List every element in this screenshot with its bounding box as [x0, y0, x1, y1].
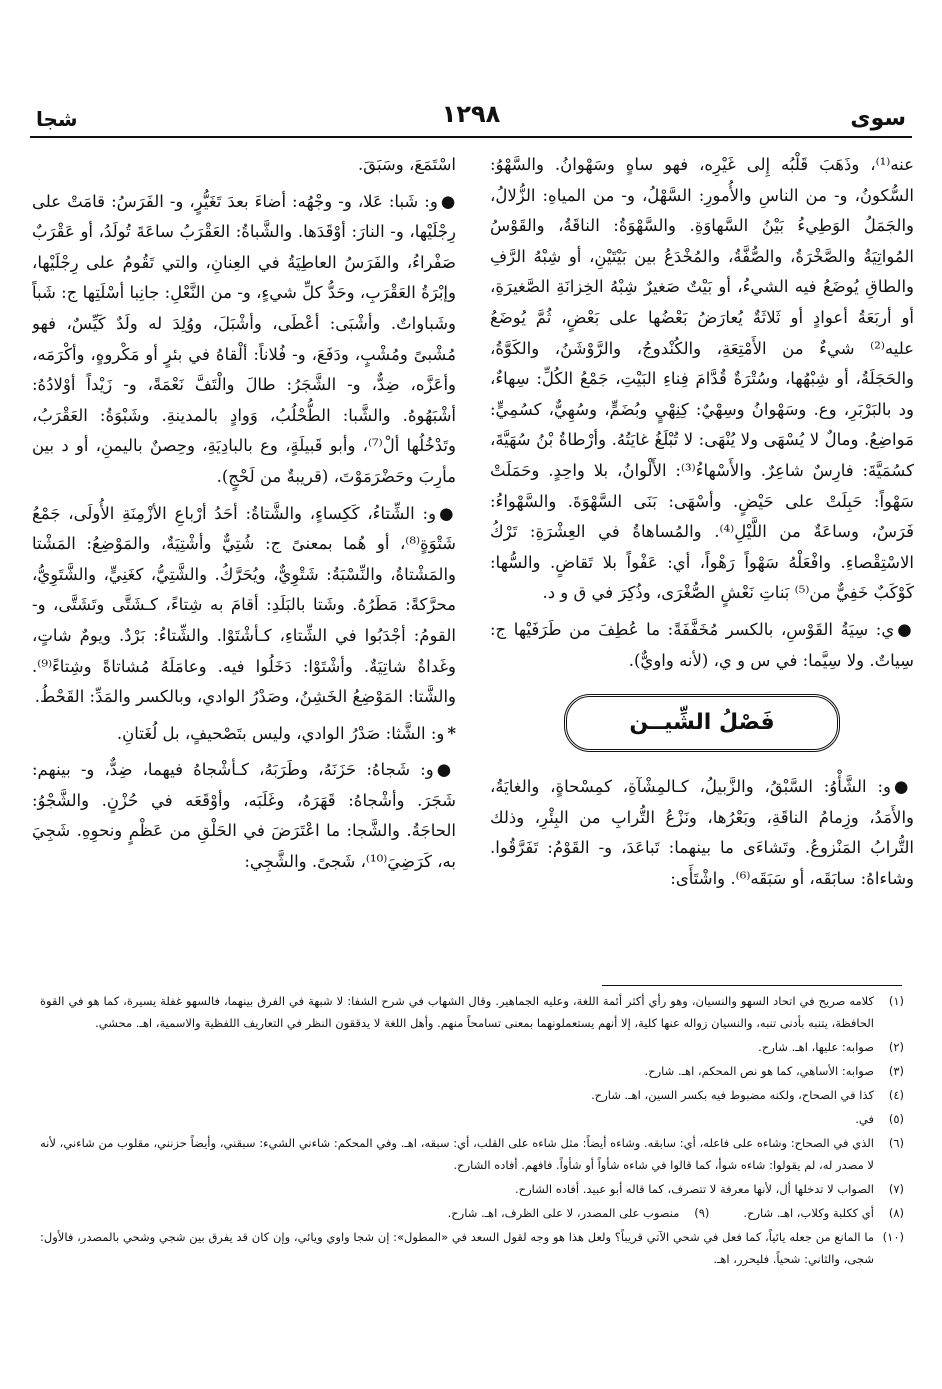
- footnote-8: (٨) أي ككلبة وكلاب، اهـ. شارح.: [743, 1206, 904, 1220]
- entry-star: *: [447, 723, 456, 743]
- page-header: [30, 96, 912, 138]
- footnote-7: (٧) الصواب لا تدخلها أل، لأنها معرفة لا تتصرف، كما قاله أبو عبيد. أفاده الشارح.: [515, 1182, 904, 1196]
- entry-bullet: ●: [436, 760, 456, 780]
- entry-shatha: [32, 719, 456, 750]
- footnote-3: (٣) صوابه: الأساهي، كما هو نص المحكم، اهـ. شارح.: [644, 1064, 904, 1078]
- entry-shita: [32, 499, 456, 713]
- entry-sha-w-text: و: الشَّأْوُ: السَّبْقُ، والزَّبيلُ، كـالمِشْآةِ، كمِسْحاةٍ، والغايَةُ، والأَمَدُ، وزِمامُ الناقَةِ، وبَعْرُها، ونَزْعُ التُّرابِ من البِئْرِ، وذلك التُّرابُ المَنْزوعُ. وتَشاءَى ما بينهما: تَباعَدَ، و- القَوْمُ: تَفَرَّقُوا. وشاءاهُ: سابَقَه، أو سَبَقَه⁽⁶⁾. واشْتَأَى:: [490, 777, 914, 888]
- entry-continuation: اسْتَمَعَ، وسَبَقَ.: [357, 155, 456, 174]
- header-next-word: شجا: [36, 107, 78, 131]
- entry-sahw: عنه⁽¹⁾، وذَهَبَ قَلْبُه إِلى غَيْرِه، فهو ساهٍ وسَهْوانُ. والسَّهْوُ: السُّكونُ، و- من الناسِ والأُمورِ: السَّهْلُ، و- من المياهِ: الزُّلالُ، والجَمَلُ الوَطِيءُ بَيْنُ السَّهاوَةِ. والسَّهْوَةُ: الناقَةُ، والقَوْسُ المُواتِيَةُ والصَّخْرَةُ، والصُّفَّةُ، والمُخْدَعُ بين بَيْتَيْنِ، أو شِبْهُ الرَّفِ والطاقِ يُوضَعُ فيه الشيءُ، أو بَيْتٌ صَغيرٌ شِبْهُ الخِزانَةِ الصَّغيرَةِ، أو أربَعَةُ أعوادٍ أو ثَلاثَةٌ يُعارَضُ بَعْضُها على بَعْضٍ، ثُمَّ يُوضَعُ عليه⁽²⁾ شيءٌ من الأَمْتِعَةِ، والكُنْدوجُ، والرَّوْشَنُ، والكَوَّةُ، والحَجَلَةُ، أو شِبْهُها، وسُتْرَةٌ قُدَّامَ فِناءِ البَيْتِ، جَمْعُ الكُلِّ: سِهاءٌ، ود بالبَرْبَرِ، وع. وسَهْوانُ وسِهْيٌ: كِنِهْيٍ وبُضَمٍّ، وسُهِيٌّ، كسُمِيٍّ: مَواضِعُ. ومالٌ لا يُسْهَى ولا يُنْهَى: لا تُبْلَغُ غايَتُهُ. وأرْطاةُ بْنُ سُهَيَّةَ، كسُمَيَّةَ: فارِسٌ شاعِرٌ. والأَسْهاءُ⁽³⁾: الأَلْوانُ، بلا واحِدٍ. وحَمَلَتْ سَهْواً: حَبِلَتْ على حَيْضٍ. وأسْهَى: بَنَى السَّهْوَةَ. والسَّهْواءُ: فَرَسٌ، وساعَةٌ من اللَّيْلِ⁽⁴⁾. والمُساهاةُ في العِشْرَةِ: تَرْكُ الاسْتِقْصاءِ. وافْعَلْهُ سَهْواً رَهْواً، أي: عَفْواً بلا تَقاضٍ. والسُّها: كَوْكَبٌ خَفِيٌّ من⁽⁵⁾ بَناتِ نَعْشٍ الصُّغْرَى، وذُكِرَ في ق و د.: [490, 155, 914, 603]
- footnote-6: (٦) الذي في الصحاح: وشاءه على فاعله، أي: سابقه. وشاءه أيضاً: مثل شاءه على القلب، أي: سبقه، اهـ. وفي المحكم: شاءني الشيء: سبقني، وأيضاً حزنني، مقلوب من شاءني، لأنه لا مصدر له، لم يقولوا: شاءه شوأ، كما قالوا في شاءه شأواً أو شأواً. فافهم. أفاده الشارح.: [40, 1136, 904, 1172]
- right-column: [490, 150, 914, 965]
- footnote-1: (١) كلامه صريح في اتحاد السهو والنسيان، وهو رأي أكثر أئمة اللغة، وعليه الجماهير. وقال الشهاب في شرح الشفا: لا شبهة في الفرق بينهما، فالسهو غفلة يسيرة، كما هو في القوة الحافظة، يتنبه بأدنى تنبه، والنسيان زواله عنها كلية، إلا أنهم يستعملونهما بمعنى تسامحاً منهم. وأهل اللغة لا يدققون النظر في التعاريف اللفظية والاسمية، اهـ. محشي.: [40, 994, 904, 1030]
- entry-bullet: ●: [439, 503, 456, 523]
- entry-shita-text: و: الشِّتاءُ، كَكِساءٍ، والشَّتاةُ: أحَدُ أرْباعِ الأزْمِنَةِ الأُولَى، جَمْعُ شَتْوَةٍ⁽⁸⁾، أو هُما بمعنىً ج: شُتِيٌّ وأشْتِيَةٌ، والمَوْضِعُ: المَشْتا والمَشْتاةُ، والنِّسْبَةُ: شَتْوِيٌّ، ويُحَرَّكُ. والشَّتِيُّ، كغَنِيٍّ، والشَّتَوِيُّ، محرَّكةً: مَطَرُهُ. وشَتا بالبَلَدِ: أقامَ به شِتاءً، كـشَتَّى وتَشَتَّى، و- القومُ: أجْدَبُوا في الشِّتاءِ، كـأشْتَوْا. والشِّتاءُ: بَرْدٌ. ويومٌ شاتٍ، وغَداةٌ شاتِيَةٌ. وأشْتَوْا: دَخَلُوا فيه. وعامَلَهُ مُشاتاةً وشِتاءً⁽⁹⁾. والشَّتا: المَوْضِعُ الخَشِنُ، وصَدْرُ الوادي، وبالكسر والمَدِّ: القَحْطُ.: [32, 503, 456, 707]
- left-column: [32, 150, 456, 965]
- entry-bullet: ●: [440, 191, 456, 211]
- footnote-10: (١٠) ما المانع من جعله يائياً، كما فعل في شحي الآتي قريباً؟ ولعل هذا هو وجه لقول السعد في «المطول»: إن شجا واوي ويائي، وإن كان قد يفرق بين شجي وشحي بالمصدر، فالأول: شجى، والثاني: شحياً. فليحرر، اهـ.: [40, 1230, 904, 1266]
- entry-shaba-text: و: شَبا: عَلا، و- وجْهُه: أضاءَ بعدَ تَغَيُّرٍ، و- الفَرَسُ: قامَتْ على رِجْلَيْها، و- النارَ: أوْقَدَها. والشَّباةُ: العَقْرَبُ ساعَةَ تُولَدُ، أو عَقْرَبٌ صَفْراءُ، والفَرَسُ العاطِيَةُ في العِنانِ، والتي تَقُومُ على رِجْلَيْها، وإبْرَةُ العَقْرَبِ، وحَدُّ كلِّ شيءٍ، و- من النَّعْلِ: جانِبا أسْلَتِها ج: شَباً وشَباواتٌ. وأشْبَى: أعْطَى، وأشْبَلَ، ووُلِدَ له ولَدٌ كَيِّسٌ، فهو مُشْبىً ومُشْبٍ، ودَفَعَ، و- فُلاناً: ألْقاهُ في بئرٍ أو مَكْروهٍ، وأكْرَمَه، وأعَزَّه، ضِدٌّ، و- الشَّجَرُ: طالَ والْتَفَّ نَعْمَةً، و- زَيْداً أوْلادُهُ: أشْبَهُوهُ. والشَّبا: الطُّحْلُبُ، وَوادٍ بالمدينةِ. وشَبْوَةُ: العَقْرَبُ، وتَدْخُلُها ألْ⁽⁷⁾، وأبو قَبيلَةٍ، وع بالبادِيَةِ، وحِصنٌ باليمنِ، أو د بين مأرِبَ وحَضْرَمَوْتَ، (قريبةٌ من لَحْجٍ).: [32, 191, 456, 486]
- footnote-row-8-9: [40, 1202, 904, 1226]
- footnote-5: (٥) في.: [855, 1112, 904, 1126]
- footnote-9: (٩) منصوب على المصدر، لا على الظرف، اهـ. شارح.: [447, 1206, 710, 1220]
- entry-bullet: ●: [894, 777, 914, 797]
- footnote-4: (٤) كذا في الصحاح، ولكنه مضبوط فيه بكسر السين، اهـ. شارح.: [591, 1088, 904, 1102]
- entry-siya-text: ي: سِيَةُ القَوْسِ، بالكسر مُخَفَّفَةً: ما عُطِفَ من طَرَفَيْها ج: سِياتٌ. ولا سِيَّما: في س و ي، (لأنه واويٌّ).: [490, 619, 914, 670]
- entry-shatha-text: و: الشَّثا: صَدْرُ الوادي، وليس بتَصْحيفٍ، بل لُغَتانِ.: [116, 723, 445, 743]
- entry-sha-w: [490, 772, 914, 894]
- footnote-separator: [602, 985, 902, 986]
- entry-shaja-text: و: شَجاهُ: حَزَنَهُ، وطَرَبَهُ، كـأشْجاهُ فيهما، ضِدٌّ، و- بينهم: شَجَرَ. وأشْجاهُ: قَهَرَهُ، وغَلَبَه، وأوْقَعَه في حُزْنٍ. والشَّجْوُ: الحاجَةُ. والشَّجا: ما اعْتَرَضَ في الحَلْقِ من عَظْمٍ ونحوِهِ. شَجِيَ به، كَرَضِيَ⁽¹⁰⁾، شَجىً. والشَّجِي:: [32, 760, 456, 872]
- entry-siya: [490, 615, 914, 676]
- section-title-shin: فَصْلُ الشِّيــن: [564, 694, 840, 752]
- footnotes: [40, 990, 904, 1272]
- page-number: ١٢٩٨: [441, 100, 501, 128]
- entry-shaba: [32, 187, 456, 493]
- header-root-word: سوى: [850, 106, 906, 131]
- entry-shaja: [32, 755, 456, 877]
- footnote-2: (٢) صوابه: عليها، اهـ. شارح.: [758, 1040, 904, 1054]
- entry-bullet: ●: [897, 619, 914, 639]
